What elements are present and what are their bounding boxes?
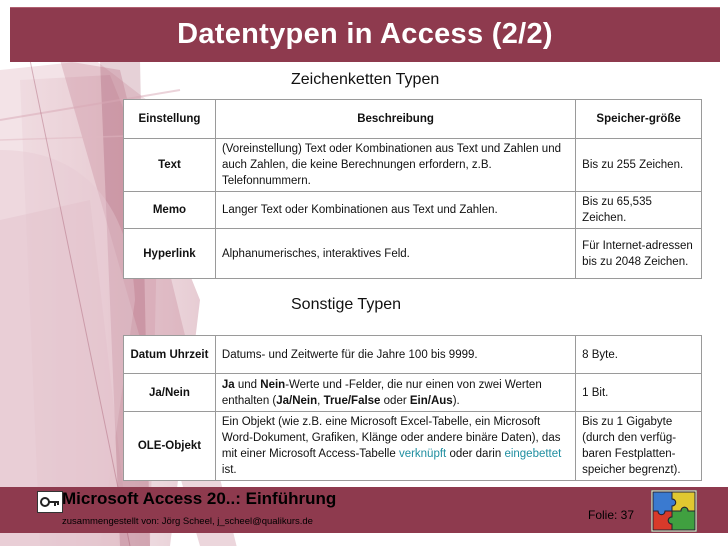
description-text: und (234, 378, 261, 391)
type-size: Bis zu 255 Zeichen. (576, 139, 702, 192)
type-size: Für Internet-adressen bis zu 2048 Zeichen. (576, 229, 702, 279)
description-text: -Werte und -Felder, die nur einen von zwei Werten enthalten ( (221, 378, 542, 407)
table-row (124, 374, 702, 412)
bold-term: Ein/Aus (409, 394, 453, 407)
table-row (124, 192, 702, 229)
other-types-table (123, 335, 702, 481)
type-size: Bis zu 65,535 Zeichen. (576, 192, 702, 229)
table-row (124, 229, 702, 279)
type-name: Memo (124, 192, 216, 229)
table-header-row (124, 100, 702, 139)
link-verknuepft[interactable]: verknüpft (398, 448, 447, 460)
type-size: Bis zu 1 Gigabyte (durch den verfüg-baren Festplatten-speicher begrenzt). (576, 412, 702, 481)
section-heading-other: Sonstige Typen (291, 296, 402, 313)
key-icon-graphic (38, 492, 62, 512)
type-name: Hyperlink (124, 229, 216, 279)
type-description (215, 374, 575, 412)
bold-term: Ja/Nein (276, 394, 318, 407)
type-name: Ja/Nein (124, 374, 216, 412)
type-description: Datums- und Zeitwerte für die Jahre 100 bis 9999. (215, 336, 575, 374)
table-row (124, 412, 702, 481)
slide-title: Datentypen in Access (2/2) (177, 18, 553, 50)
column-header: Beschreibung (215, 100, 575, 139)
footer-subtitle: zusammengestellt von: Jörg Scheel, j_scheel@qualikurs.de (62, 516, 313, 527)
column-header: Einstellung (124, 100, 216, 139)
puzzle-icon (651, 490, 697, 532)
table-row (124, 336, 702, 374)
type-description (215, 412, 575, 481)
slide-number: Folie: 37 (588, 508, 635, 522)
description-text: oder (380, 394, 410, 407)
type-description: Alphanumerisches, interaktives Feld. (215, 229, 575, 279)
string-types-table (123, 99, 702, 279)
link-eingebettet[interactable]: eingebettet (504, 448, 562, 460)
description-text: ). (452, 394, 460, 407)
type-description: (Voreinstellung) Text oder Kombinationen aus Text und Zahlen und auch Zahlen, die keine Berechnungen erfordern, z.B. Telefonnummern. (215, 139, 575, 192)
table-row (124, 139, 702, 192)
key-icon[interactable] (37, 491, 63, 513)
section-heading-strings: Zeichenketten Typen (291, 71, 440, 88)
title-bar (10, 7, 720, 62)
bold-term: True/False (323, 394, 381, 407)
column-header: Speicher-größe (576, 100, 702, 139)
type-size: 8 Byte. (576, 336, 702, 374)
description-text: Ein Objekt (wie z.B. eine Microsoft Excel-Tabelle, ein Microsoft Word-Dokument, Grafiken, Klänge oder andere binäre Daten), das mit einer Microsoft Access-Tabelle (221, 416, 561, 460)
description-text: oder darin (446, 448, 505, 460)
footer-title: Microsoft Access 20..: Einführung (62, 489, 337, 508)
description-text: , (317, 394, 324, 407)
bold-term: Nein (260, 378, 286, 391)
description-text: ist. (221, 464, 237, 476)
type-size: 1 Bit. (576, 374, 702, 412)
type-description: Langer Text oder Kombinationen aus Text und Zahlen. (215, 192, 575, 229)
type-name: Text (124, 139, 216, 192)
bold-term: Ja (221, 378, 235, 391)
type-name: Datum Uhrzeit (124, 336, 216, 374)
type-name: OLE-Objekt (124, 412, 216, 481)
